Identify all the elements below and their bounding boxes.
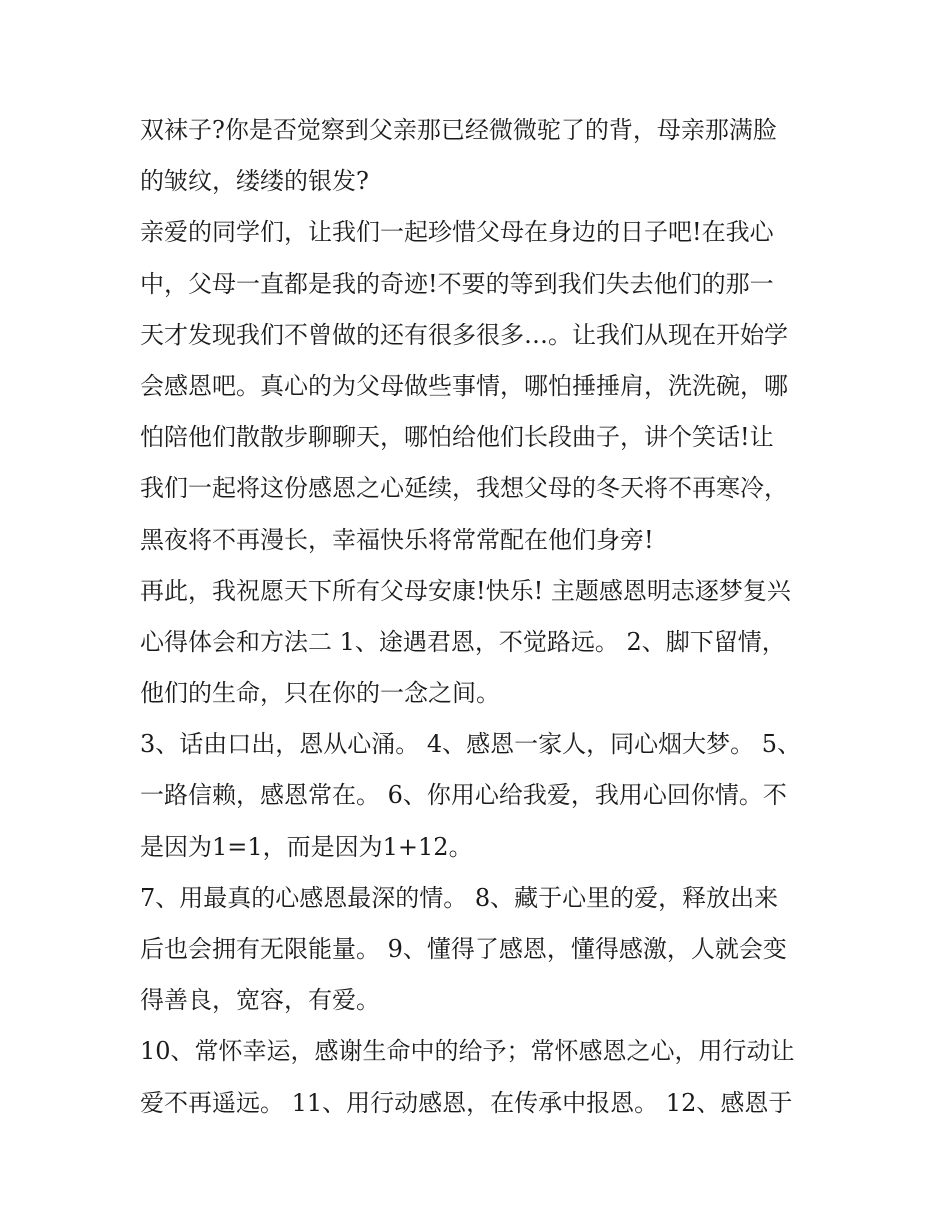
text-line: 我们一起将这份感恩之心延续，我想父母的冬天将不再寒冷， [140,474,788,503]
text-line: 怕陪他们散散步聊聊天，哪怕给他们长段曲子，讲个笑话!让 [140,423,774,452]
text-line: 再此，我祝愿天下所有父母安康!快乐! 主题感恩明志逐梦复兴 [140,576,791,605]
text-line: 中，父母一直都是我的奇迹!不要的等到我们失去他们的那一 [140,269,774,298]
text-line: 是因为1=1，而是因为1+12。 [140,832,473,861]
text-line: 他们的生命，只在你的一念之间。 [140,679,500,708]
text-line: 会感恩吧。真心的为父母做些事情，哪怕捶捶肩，洗洗碗，哪 [140,371,788,400]
text-line: 双袜子?你是否觉察到父亲那已经微微驼了的背，母亲那满脸 [140,116,777,144]
text-line: 10、常怀幸运，感谢生命中的给予；常怀感恩之心，用行动让 [140,1037,795,1066]
text-line: 的皱纹，缕缕的银发? [140,167,369,196]
body-text [140,105,820,1129]
text-line: 爱不再遥远。 11、用行动感恩，在传承中报恩。 12、感恩于 [140,1088,793,1117]
text-line: 黑夜将不再漫长，幸福快乐将常常配在他们身旁! [140,525,654,554]
text-line: 亲爱的同学们，让我们一起珍惜父母在身边的日子吧!在我心 [140,218,774,247]
text-line: 3、话由口出，恩从心涌。 4、感恩一家人，同心烟大梦。 5、 [140,730,802,759]
text-line: 7、用最真的心感恩最深的情。 8、藏于心里的爱，释放出来 [140,883,779,912]
text-line: 后也会拥有无限能量。 9、懂得了感恩，懂得感激，人就会变 [140,935,787,963]
text-line: 心得体会和方法二 1、途遇君恩，不觉路远。 2、脚下留情， [140,627,786,656]
text-line: 得善良，宽容，有爱。 [140,986,380,1015]
text-line: 天才发现我们不曾做的还有很多很多…。让我们从现在开始学 [140,320,788,349]
text-line: 一路信赖，感恩常在。 6、你用心给我爱，我用心回你情。不 [140,781,787,810]
